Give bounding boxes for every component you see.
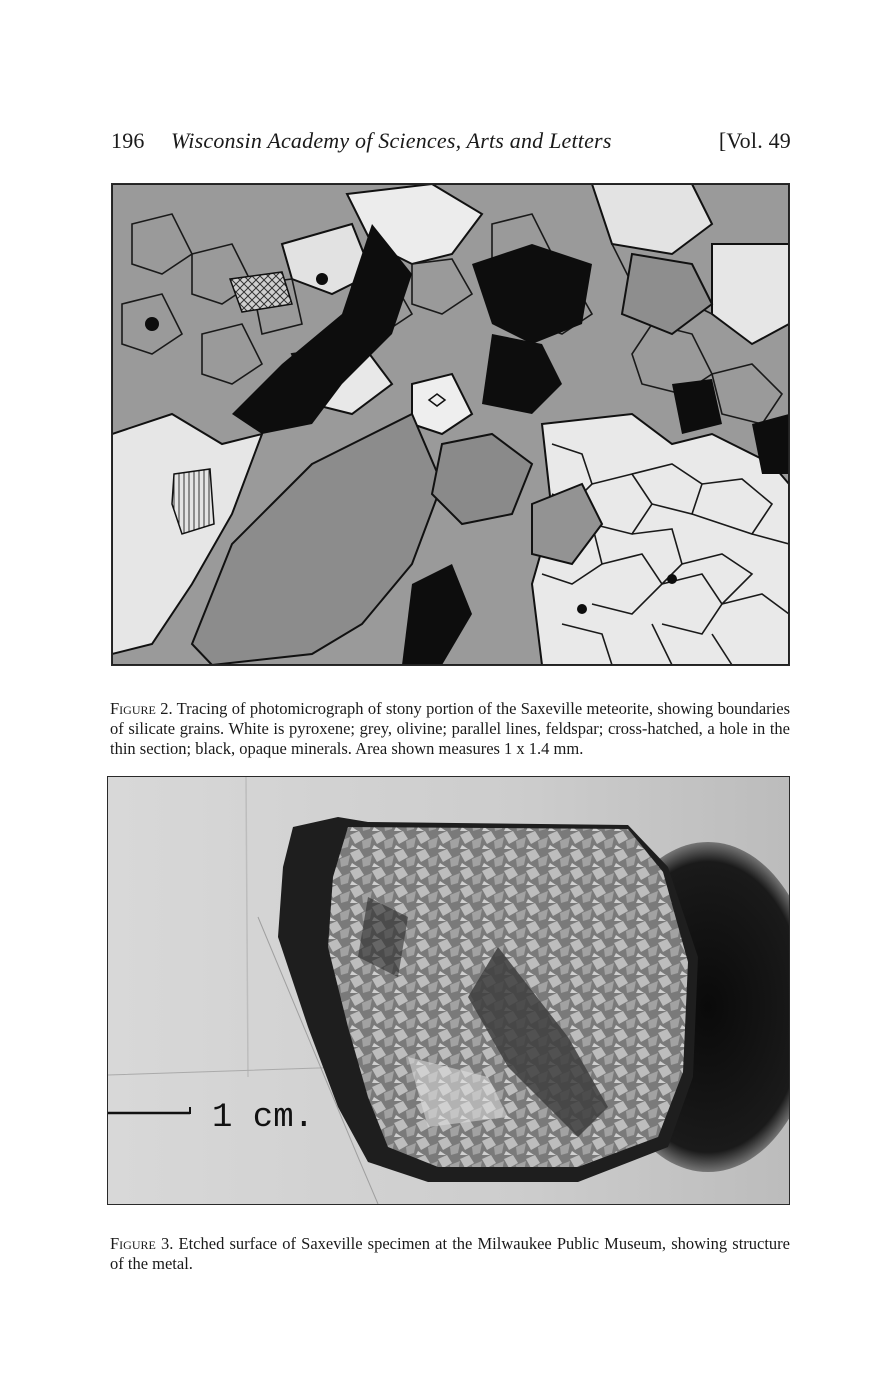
- running-head: [111, 128, 791, 158]
- figure-2-label: Figure 2.: [110, 698, 173, 718]
- page-number: 196: [111, 128, 145, 153]
- feldspar-grain: [172, 469, 214, 534]
- figure-2-caption: [110, 699, 790, 759]
- scale-label: 1 cm.: [212, 1099, 315, 1137]
- figure-3-caption: [110, 1234, 790, 1274]
- specimen-photo-drawing: [108, 777, 789, 1204]
- figure-3-caption-text: Etched surface of Saxeville specimen at the Milwaukee Public Museum, showing structure of the metal.: [110, 1233, 790, 1273]
- figure-2-grain-tracing: [111, 183, 790, 666]
- thin-section-hole: [230, 272, 292, 312]
- journal-title: Wisconsin Academy of Sciences, Arts and Letters: [171, 128, 612, 153]
- figure-2-caption-text: Tracing of photomicrograph of stony portion of the Saxeville meteorite, showing boundaries of silicate grains. White is pyroxene; grey, olivine; parallel lines, feldspar; cross-hatched, a hole in the thin section; black, opaque minerals. Area shown measures 1 x 1.4 mm.: [110, 698, 791, 758]
- figure-3-label: Figure 3.: [110, 1233, 174, 1253]
- grain-tracing-drawing: [112, 184, 789, 665]
- volume-number: [Vol. 49: [718, 128, 791, 153]
- figure-3-specimen-photo: [107, 776, 790, 1205]
